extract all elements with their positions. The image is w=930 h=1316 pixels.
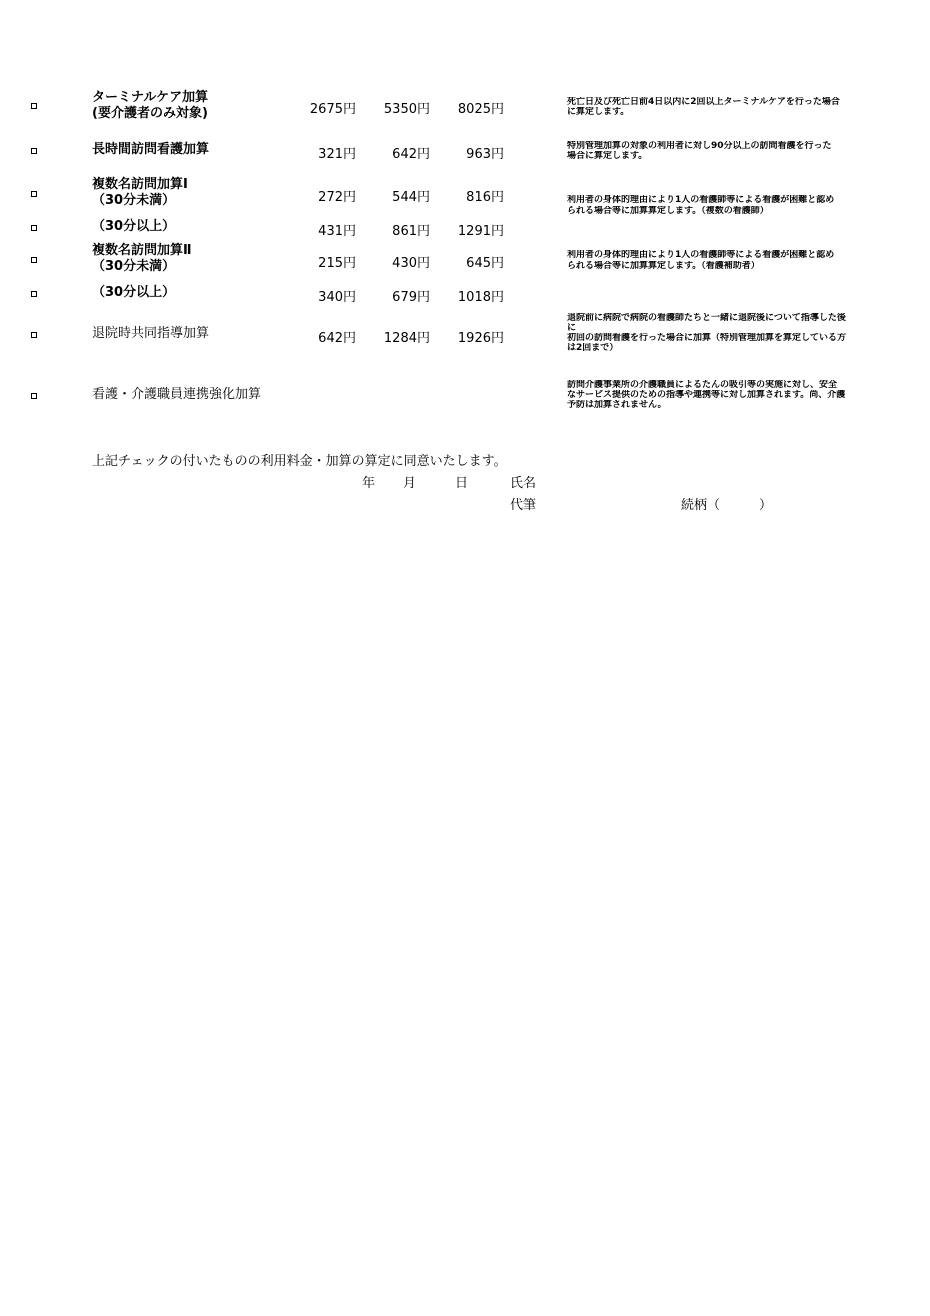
checkbox-discharge-guidance[interactable] bbox=[31, 332, 37, 338]
name-label: 氏名 bbox=[510, 476, 537, 491]
relation-close: ） bbox=[759, 498, 773, 513]
item-name: 複数名訪問加算Ⅱ bbox=[92, 243, 192, 258]
item-name: 退院時共同指導加算 bbox=[92, 326, 210, 341]
amount-2: 861円 bbox=[392, 224, 430, 239]
note-line: なサービス提供のための指導や連携等に対し加算されます。尚、介護 bbox=[567, 390, 846, 400]
amount-3: 645円 bbox=[466, 256, 504, 271]
note-line: 退院前に病院で病院の看護師たちと一緒に退院後について指導した後 bbox=[567, 313, 846, 323]
amount-3: 1018円 bbox=[457, 290, 504, 305]
item-name: （30分以上） bbox=[92, 285, 176, 300]
checkbox-multi-visit-2-under30[interactable] bbox=[31, 257, 37, 263]
checkbox-multi-visit-1-over30[interactable] bbox=[31, 225, 37, 231]
relation-label: 続柄（ bbox=[681, 498, 721, 513]
note-line: 訪問介護事業所の介護職員によるたんの吸引等の実施に対し、安全 bbox=[567, 380, 838, 390]
note-line: 場合に算定します。 bbox=[567, 151, 648, 161]
amount-1: 642円 bbox=[318, 331, 356, 346]
proxy-label: 代筆 bbox=[510, 498, 537, 513]
amount-2: 5350円 bbox=[383, 102, 430, 117]
amount-2: 1284円 bbox=[383, 331, 430, 346]
amount-3: 8025円 bbox=[457, 102, 504, 117]
amount-1: 272円 bbox=[318, 190, 356, 205]
amount-2: 430円 bbox=[392, 256, 430, 271]
amount-3: 1291円 bbox=[457, 224, 504, 239]
item-name-sub: （30分未満） bbox=[92, 259, 176, 274]
amount-1: 321円 bbox=[318, 147, 356, 162]
amount-1: 340円 bbox=[318, 290, 356, 305]
note-line: 利用者の身体的理由により1人の看護師等による看護が困難と認め bbox=[567, 195, 835, 205]
note-line: 特別管理加算の対象の利用者に対し90分以上の訪問看護を行った bbox=[567, 141, 832, 151]
item-name: ターミナルケア加算 bbox=[92, 90, 209, 105]
item-name-sub: (要介護者のみ対象) bbox=[92, 106, 208, 121]
amount-1: 431円 bbox=[318, 224, 356, 239]
note-line: に bbox=[567, 323, 577, 333]
item-name-sub: （30分未満） bbox=[92, 193, 176, 208]
amount-3: 963円 bbox=[466, 147, 504, 162]
note-line: 予防は加算されません。 bbox=[567, 400, 667, 410]
checkbox-long-visit[interactable] bbox=[31, 148, 37, 154]
item-name: （30分以上） bbox=[92, 219, 176, 234]
note-line: 初回の訪問看護を行った場合に加算（特別管理加算を算定している方 bbox=[567, 333, 847, 343]
day-label: 日 bbox=[455, 476, 469, 491]
note-line: られる場合等に加算算定します。（看護補助者） bbox=[567, 261, 760, 271]
amount-1: 2675円 bbox=[309, 102, 356, 117]
checkbox-multi-visit-1-under30[interactable] bbox=[31, 191, 37, 197]
item-name: 看護・介護職員連携強化加算 bbox=[92, 387, 262, 402]
amount-2: 642円 bbox=[392, 147, 430, 162]
consent-statement: 上記チェックの付いたものの利用料金・加算の算定に同意いたします。 bbox=[92, 454, 507, 469]
item-name: 複数名訪問加算Ⅰ bbox=[92, 177, 188, 192]
note-line: に算定します。 bbox=[567, 107, 630, 117]
year-label: 年 bbox=[362, 476, 376, 491]
checkbox-multi-visit-2-over30[interactable] bbox=[31, 291, 37, 297]
checkbox-care-staff-collaboration[interactable] bbox=[31, 393, 37, 399]
note-line: 死亡日及び死亡日前4日以内に2回以上ターミナルケアを行った場合 bbox=[567, 97, 840, 107]
item-name: 長時間訪問看護加算 bbox=[92, 142, 210, 157]
amount-3: 1926円 bbox=[457, 331, 504, 346]
note-line: られる場合等に加算算定します。（複数の看護師） bbox=[567, 206, 769, 216]
note-line: は2回まで） bbox=[567, 343, 619, 353]
month-label: 月 bbox=[403, 476, 417, 491]
amount-2: 544円 bbox=[392, 190, 430, 205]
checkbox-terminal-care[interactable] bbox=[31, 103, 37, 109]
amount-2: 679円 bbox=[392, 290, 430, 305]
note-line: 利用者の身体的理由により1人の看護師等による看護が困難と認め bbox=[567, 250, 835, 260]
amount-3: 816円 bbox=[466, 190, 504, 205]
amount-1: 215円 bbox=[318, 256, 356, 271]
